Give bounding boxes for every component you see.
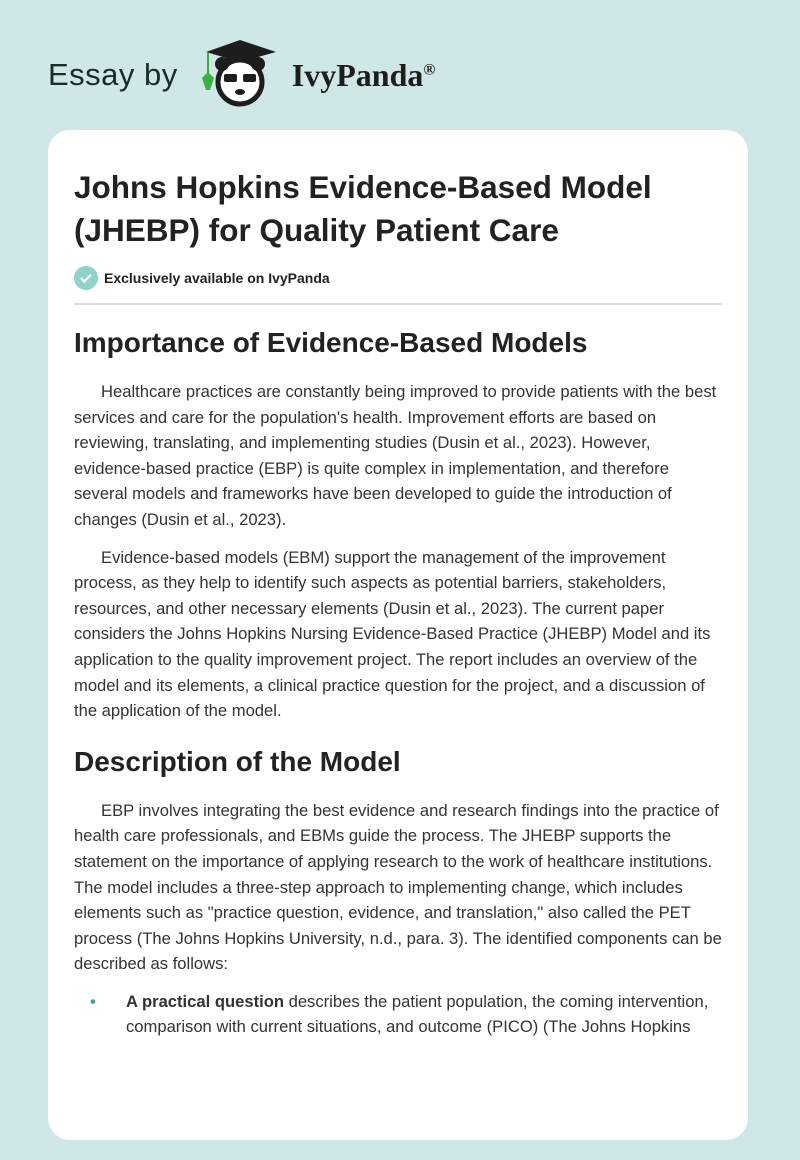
- paragraph: EBP involves integrating the best evidence and research findings into the practice of health care professionals, and EBMs guide the process. The JHEBP supports the statement on the importance of applying research to the work of healthcare institutions. The model includes a three-step approach to implementing change, which includes elements such as "practice question, evidence, and translation," also called the PET process (The Johns Hopkins University, n.d., para. 3). The identified components can be described as follows:: [74, 800, 722, 974]
- list-item-term: A practical question: [126, 991, 284, 1011]
- badge-text: Exclusively available on IvyPanda: [104, 270, 330, 286]
- section-heading: Description of the Model: [74, 745, 401, 777]
- exclusive-badge: [74, 266, 722, 290]
- paragraph: Healthcare practices are constantly being improved to provide patients with the best services and care for the population's health. Improvement efforts are based on reviewing, translating, and implementing studies (Dusin et al., 2023). However, evidence-based practice (EBP) is quite complex in implementation, and therefore several models and frameworks have been developed to guide the introduction of changes (Dusin et al., 2023).: [74, 382, 717, 529]
- bullet-list: [74, 989, 722, 1040]
- list-item: [74, 989, 722, 1040]
- article-card: [48, 130, 748, 1140]
- brand-text: IvyPanda: [291, 56, 424, 93]
- divider: [74, 303, 722, 305]
- panda-logo-icon[interactable]: [196, 38, 282, 113]
- list-item-text: describes the patient population, the coming intervention, comparison with current situations, and outcome (PICO) (The Johns Hopkins: [126, 991, 709, 1037]
- brand-name[interactable]: [292, 57, 436, 94]
- paragraph: Evidence-based models (EBM) support the management of the improvement process, as they help to identify such aspects as potential barriers, stakeholders, resources, and other necessary elements (Dusin et al., 2023). The current paper considers the Johns Hopkins Nursing Evidence-Based Practice (JHEBP) Model and its application to the quality improvement project. The report includes an overview of the model and its elements, a clinical practice question for the project, and a discussion of the application of the model.: [74, 547, 711, 721]
- essay-by-label: Essay by: [48, 57, 178, 92]
- site-header: [48, 40, 435, 110]
- section-heading: Importance of Evidence-Based Models: [74, 327, 588, 358]
- check-icon: [74, 266, 98, 290]
- article-title: Johns Hopkins Evidence-Based Model (JHEBP) for Quality Patient Care: [74, 169, 652, 248]
- bullet-icon: •: [90, 991, 96, 1011]
- registered-mark: ®: [423, 60, 436, 78]
